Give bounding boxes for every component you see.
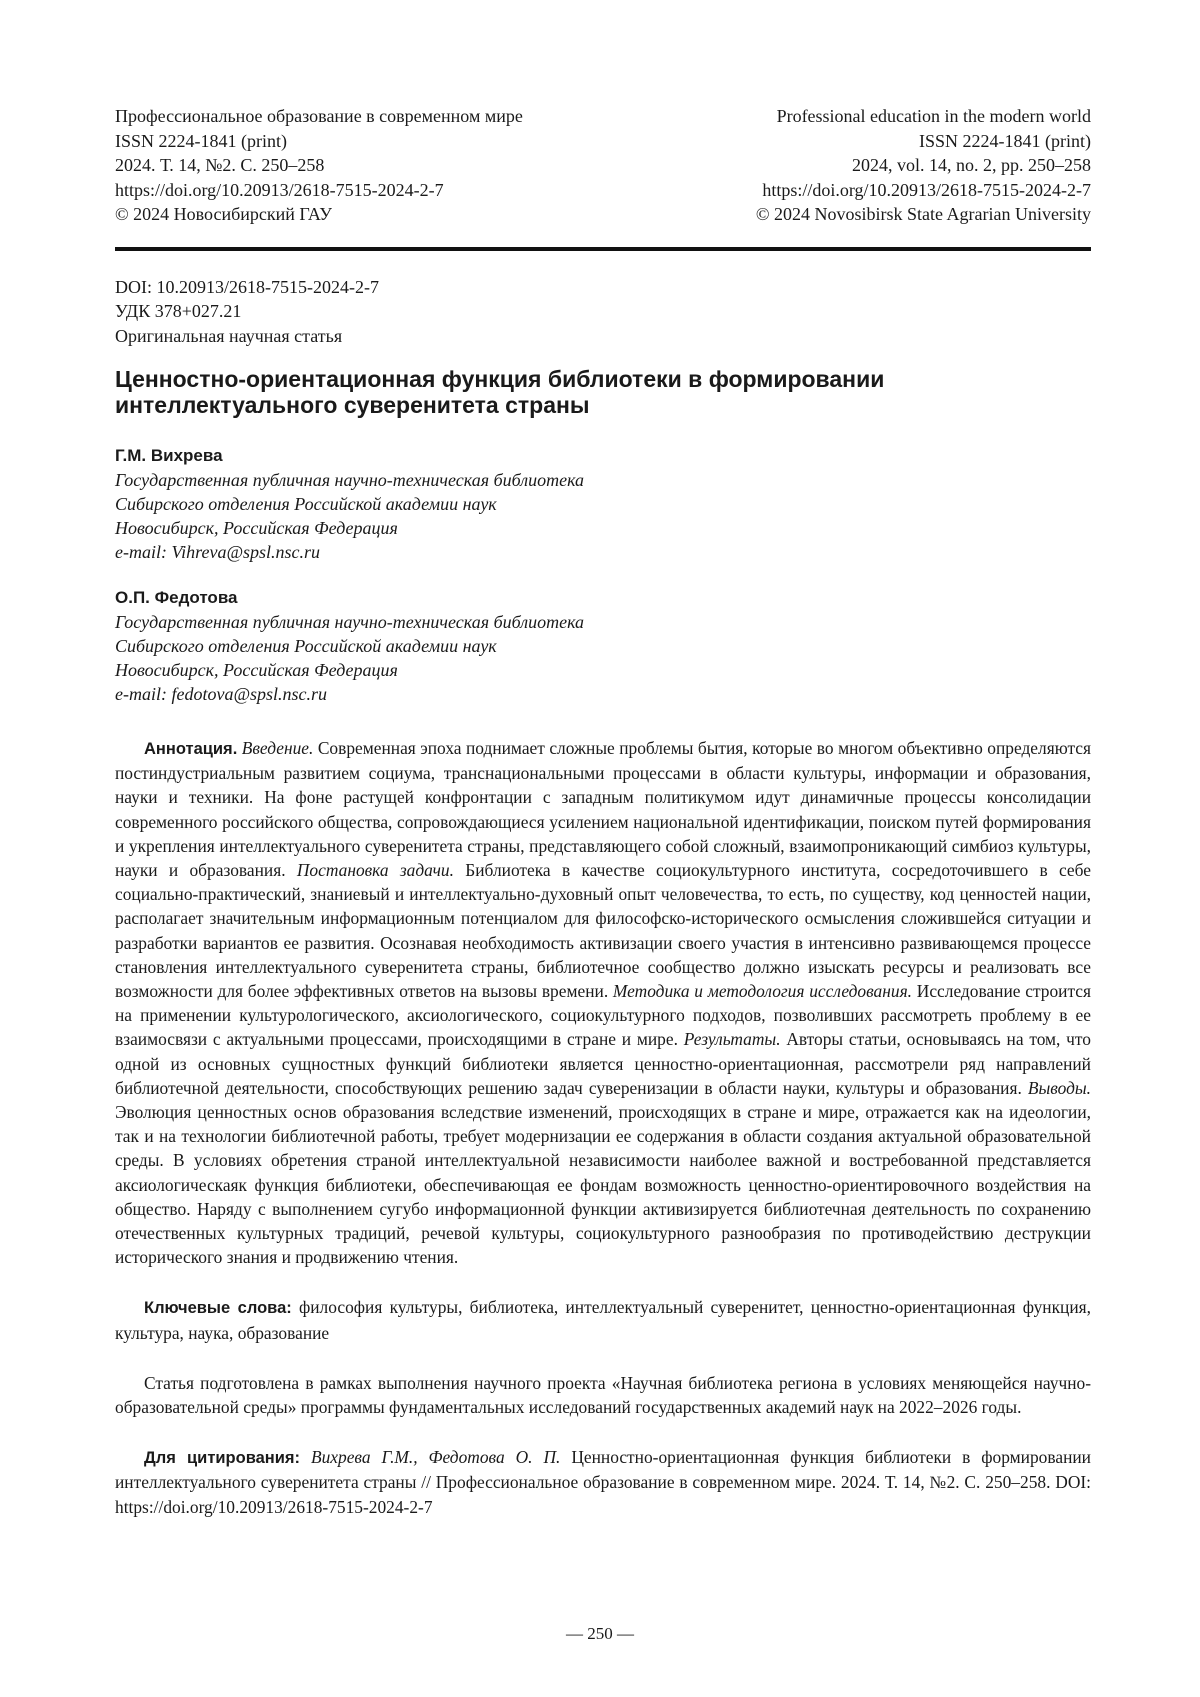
issue-ru: 2024. Т. 14, №2. С. 250–258 — [115, 153, 523, 178]
abstract-problem-text: Библиотека в качестве социокультурного института, сосредоточившего в себе социально-практический, знаниевый и интеллектуально-духовный опыт человечества, то есть, по существу, код ценностей нации, располагает значительным информационным потенциалом для философско-исторического осмысления сложившейся ситуации и разработки вариантов ее развития. Осознавая необходимость активизации своего участия в интенсивно развивающемся процессе становления интеллектуального суверенитета страны, библиотечное сообщество должно изыскать ресурсы и реализовать все возможности для более эффективных ответов на вызовы времени. — [115, 860, 1091, 1001]
author-name: Г.М. Вихрева — [115, 444, 1091, 468]
journal-header-en — [756, 104, 1091, 227]
article-meta — [115, 275, 1091, 349]
abstract-problem-label: Постановка задачи. — [297, 860, 454, 880]
abstract-method-label: Методика и методология исследования. — [613, 981, 912, 1001]
abstract-intro-label: Введение. — [242, 738, 314, 758]
citation-label: Для цитирования: — [144, 1449, 300, 1467]
journal-header-ru — [115, 104, 523, 227]
article-page — [115, 104, 1091, 1519]
funding-note: Статья подготовлена в рамках выполнения научного проекта «Научная библиотека региона в условиях меняющейся научно-образовательной среды» программы фундаментальных исследований государственных академий наук на 2022–2026 годы. — [115, 1371, 1091, 1419]
abstract-conclusions-text: Эволюция ценностных основ образования вследствие изменений, происходящих в стране и мире, отражается как на идеологии, так и на технологии библиотечной работы, требует модернизации ее содержания в области создания актуальной образовательной среды. В условиях обретения страной интеллектуальной независимости наиболее важной и востребованной представляется аксиологическаяк функция библиотеки, обеспечивающая ее фондам возможность ценностно-ориентировочного воздействия на общество. Наряду с выполнением сугубо информационной функции активизируется библиотечная деятельность по сохранению отечественных культурных традиций, речевой культуры, социокультурного разнообразия по противодействию деструкции исторического знания и продвижению чтения. — [115, 1102, 1091, 1267]
issue-en: 2024, vol. 14, no. 2, pp. 250–258 — [756, 153, 1091, 178]
abstract-results-label: Результаты. — [684, 1029, 781, 1049]
copyright-ru: © 2024 Новосибирский ГАУ — [115, 202, 523, 227]
article-udk: УДК 378+027.21 — [115, 299, 1091, 324]
journal-header — [115, 104, 1091, 227]
author-email[interactable]: e-mail: fedotova@spsl.nsc.ru — [115, 682, 1091, 706]
issn-ru: ISSN 2224-1841 (print) — [115, 129, 523, 154]
citation-text: Ценностно-ориентационная функция библиотеки в формировании интеллектуального суверенитета страны // Профессиональное образование в современном мире. 2024. Т. 14, №2. С. 250–258. DOI: https://doi.org/10.20913/2618-7515-2024-2-7 — [115, 1447, 1091, 1516]
author-affiliation: Сибирского отделения Российской академии наук — [115, 634, 1091, 658]
abstract — [115, 736, 1091, 1269]
issn-en: ISSN 2224-1841 (print) — [756, 129, 1091, 154]
author-location: Новосибирск, Российская Федерация — [115, 658, 1091, 682]
author-name: О.П. Федотова — [115, 586, 1091, 610]
journal-name-ru: Профессиональное образование в современном мире — [115, 104, 523, 129]
abstract-conclusions-label: Выводы. — [1028, 1078, 1091, 1098]
author-email[interactable]: e-mail: Vihreva@spsl.nsc.ru — [115, 540, 1091, 564]
abstract-label: Аннотация. — [144, 740, 237, 758]
author-affiliation: Сибирского отделения Российской академии наук — [115, 492, 1091, 516]
keywords — [115, 1295, 1091, 1344]
article-title: Ценностно-ориентационная функция библиотеки в формировании интеллектуального суверенитета страны — [115, 366, 1015, 418]
author-location: Новосибирск, Российская Федерация — [115, 516, 1091, 540]
author-block — [115, 444, 1091, 564]
abstract-results-text: Авторы статьи, основываясь на том, что одной из основных сущностных функций библиотеки является ценностно-ориентационная, рассмотрели ряд направлений библиотечной деятельности, способствующих решению задач суверенизации в области науки, культуры и образования. — [115, 1029, 1091, 1097]
citation — [115, 1445, 1091, 1519]
copyright-en: © 2024 Novosibirsk State Agrarian University — [756, 202, 1091, 227]
keywords-label: Ключевые слова: — [144, 1299, 292, 1317]
article-doi: DOI: 10.20913/2618-7515-2024-2-7 — [115, 275, 1091, 300]
abstract-intro-text: Современная эпоха поднимает сложные проблемы бытия, которые во многом объективно определяются постиндустриальным развитием социума, транснациональными процессами в области культуры, информации и образования, науки и техники. На фоне растущей конфронтации с западным политикумом идут динамичные процессы консолидации современного российского общества, сопровождающиеся усилением национальной идентификации, поиском путей формирования и укрепления интеллектуального суверенитета страны, представляющего собой сложный, взаимопроникающий симбиоз культуры, науки и образования. — [115, 738, 1091, 880]
keywords-text: философия культуры, библиотека, интеллектуальный суверенитет, ценностно-ориентационная функция, культура, наука, образование — [115, 1297, 1091, 1342]
page-number: — 250 — — [0, 1624, 1200, 1644]
citation-authors: Вихрева Г.М., Федотова О. П. — [311, 1447, 560, 1467]
author-affiliation: Государственная публичная научно-техническая библиотека — [115, 468, 1091, 492]
doi-link-en[interactable]: https://doi.org/10.20913/2618-7515-2024-2-7 — [756, 178, 1091, 203]
author-affiliation: Государственная публичная научно-техническая библиотека — [115, 610, 1091, 634]
header-divider — [115, 247, 1091, 251]
author-block — [115, 586, 1091, 706]
article-type: Оригинальная научная статья — [115, 324, 1091, 349]
abstract-method-text: Исследование строится на применении культурологического, аксиологического, социокультурного подходов, позволивших рассмотреть проблему в ее взаимосвязи с актуальными процессами, происходящими в стране и мире. — [115, 981, 1091, 1049]
doi-link-ru[interactable]: https://doi.org/10.20913/2618-7515-2024-2-7 — [115, 178, 523, 203]
journal-name-en: Professional education in the modern world — [756, 104, 1091, 129]
